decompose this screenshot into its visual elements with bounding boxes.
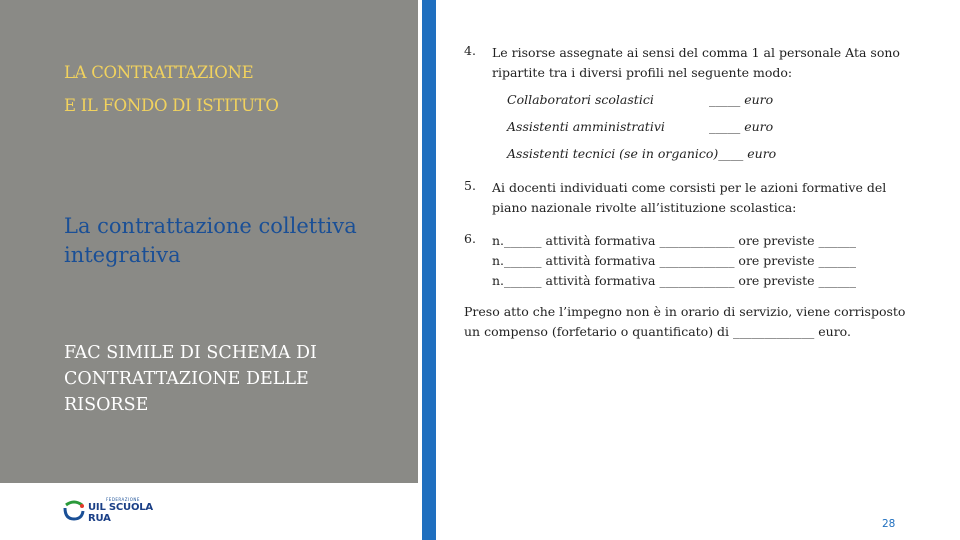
activity-row: n.______ attività formativa ____________ ore previste ______ [492,273,857,288]
logo-icon [62,499,86,521]
uil-scuola-logo [62,497,172,523]
item-number: 4. [464,43,476,58]
page-number: 28 [882,518,896,530]
item-text: Ai docenti individuati come corsisti per le azioni formative del piano nazionale rivolte all’istituzione scolastica: [492,180,887,215]
role-name: Assistenti tecnici (se in organico) [507,146,719,161]
role-amount-blank: _____ euro [709,119,774,134]
slide-subtitle: La contrattazione collettiva integrativa [64,214,357,267]
closing-paragraph: Preso atto che l’impegno non è in orario di servizio, viene corrisposto un compenso (forfetario o quantificato) di _____________ euro. [464,304,906,339]
logo-top-text: FEDERAZIONE [106,496,140,502]
role-amount-blank: _____ euro [709,92,774,107]
item-number: 5. [464,178,476,193]
item-text: Le risorse assegnate ai sensi del comma 1 al personale Ata sono ripartite tra i diversi profili nel seguente modo: [492,45,900,80]
role-name: Assistenti amministrativi [507,119,665,134]
role-amount-blank: ____ euro [718,146,777,161]
item-number: 6. [464,231,476,246]
role-row-tecnici [507,146,776,161]
activity-row: n.______ attività formativa ____________ ore previste ______ [492,233,857,248]
section-heading-line1: LA CONTRATTAZIONE [64,63,254,82]
role-row-collaboratori [507,92,773,107]
activity-row: n.______ attività formativa ____________ ore previste ______ [492,253,857,268]
logo-main-text: UIL SCUOLA RUA [88,501,153,524]
role-name: Collaboratori scolastici [507,92,654,107]
divider-white-stripe [418,0,422,540]
fac-simile-title: FAC SIMILE DI SCHEMA DI CONTRATTAZIONE DELLE RISORSE [64,343,317,415]
logo-text-block [88,497,172,524]
role-row-amministrativi [507,119,773,134]
section-heading-line2: E IL FONDO DI ISTITUTO [64,96,279,115]
